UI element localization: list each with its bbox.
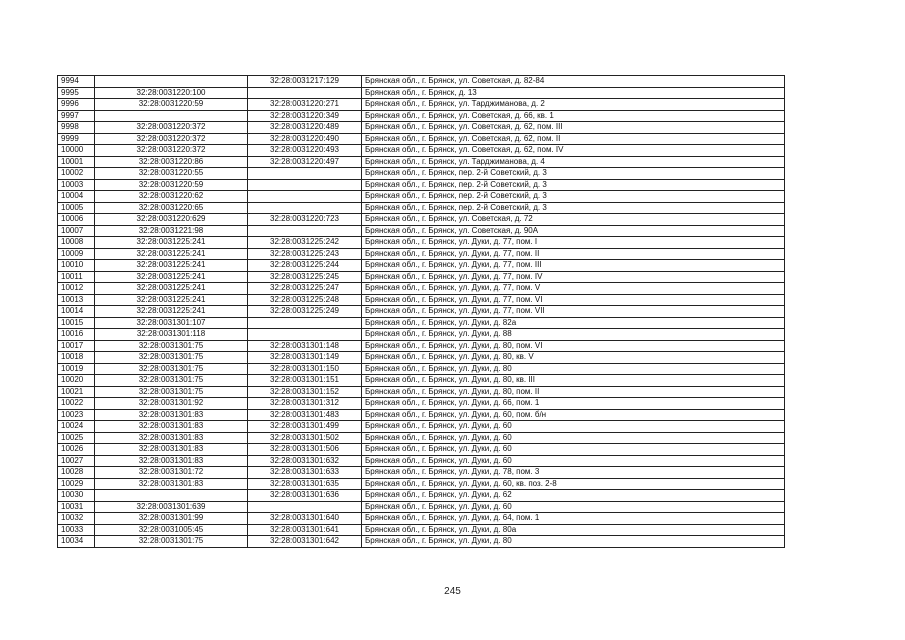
row-number-cell: 10032 — [58, 513, 95, 525]
address-cell: Брянская обл., г. Брянск, ул. Дуки, д. 77, пом. VII — [362, 306, 785, 318]
address-cell: Брянская обл., г. Брянск, ул. Советская, д. 62, пом. II — [362, 133, 785, 145]
table-row — [58, 294, 785, 306]
cadastral-number-cell: 32:28:0031225:241 — [95, 306, 248, 318]
cadastral-number-cell: 32:28:0031301:641 — [248, 524, 362, 536]
cadastral-number-cell: 32:28:0031301:483 — [248, 409, 362, 421]
row-number-cell: 10001 — [58, 156, 95, 168]
table-row — [58, 536, 785, 548]
cadastral-number-cell: 32:28:0031220:372 — [95, 145, 248, 157]
table-row — [58, 398, 785, 410]
cadastral-number-cell: 32:28:0031301:75 — [95, 340, 248, 352]
cadastral-number-cell: 32:28:0031220:62 — [95, 191, 248, 203]
address-cell: Брянская обл., г. Брянск, ул. Дуки, д. 77, пом. V — [362, 283, 785, 295]
address-cell: Брянская обл., г. Брянск, ул. Дуки, д. 77, пом. I — [362, 237, 785, 249]
table-row — [58, 145, 785, 157]
cadastral-number-cell: 32:28:0031301:151 — [248, 375, 362, 387]
cadastral-number-cell: 32:28:0031301:152 — [248, 386, 362, 398]
address-cell: Брянская обл., г. Брянск, ул. Дуки, д. 60, пом. б/н — [362, 409, 785, 421]
row-number-cell: 10008 — [58, 237, 95, 249]
row-number-cell: 10014 — [58, 306, 95, 318]
table-row — [58, 352, 785, 364]
table-row — [58, 363, 785, 375]
address-cell: Брянская обл., г. Брянск, ул. Дуки, д. 77, пом. III — [362, 260, 785, 272]
address-cell: Брянская обл., г. Брянск, ул. Дуки, д. 80 — [362, 363, 785, 375]
table-row — [58, 260, 785, 272]
row-number-cell: 10000 — [58, 145, 95, 157]
table-row — [58, 329, 785, 341]
address-cell: Брянская обл., г. Брянск, ул. Дуки, д. 64, пом. 1 — [362, 513, 785, 525]
cadastral-number-cell: 32:28:0031301:83 — [95, 421, 248, 433]
cadastral-number-cell: 32:28:0031301:83 — [95, 409, 248, 421]
table-row — [58, 248, 785, 260]
address-cell: Брянская обл., г. Брянск, ул. Дуки, д. 60 — [362, 501, 785, 513]
table-row — [58, 76, 785, 88]
table-row — [58, 133, 785, 145]
cadastral-number-cell — [95, 490, 248, 502]
cadastral-number-cell: 32:28:0031301:75 — [95, 386, 248, 398]
cadastral-number-cell: 32:28:0031225:241 — [95, 260, 248, 272]
address-cell: Брянская обл., г. Брянск, ул. Советская, д. 82-84 — [362, 76, 785, 88]
cadastral-number-cell: 32:28:0031220:489 — [248, 122, 362, 134]
row-number-cell: 10004 — [58, 191, 95, 203]
cadastral-number-cell: 32:28:0031225:241 — [95, 248, 248, 260]
row-number-cell: 10017 — [58, 340, 95, 352]
address-cell: Брянская обл., г. Брянск, ул. Дуки, д. 60 — [362, 444, 785, 456]
cadastral-number-cell: 32:28:0031301:312 — [248, 398, 362, 410]
table-row — [58, 467, 785, 479]
cadastral-number-cell: 32:28:0031301:148 — [248, 340, 362, 352]
table-row — [58, 513, 785, 525]
row-number-cell: 10007 — [58, 225, 95, 237]
cadastral-number-cell: 32:28:0031225:241 — [95, 294, 248, 306]
row-number-cell: 10028 — [58, 467, 95, 479]
cadastral-number-cell: 32:28:0031301:640 — [248, 513, 362, 525]
registry-table — [57, 75, 785, 548]
row-number-cell: 10009 — [58, 248, 95, 260]
cadastral-number-cell: 32:28:0031301:75 — [95, 352, 248, 364]
cadastral-number-cell: 32:28:0031301:633 — [248, 467, 362, 479]
row-number-cell: 10002 — [58, 168, 95, 180]
cadastral-number-cell: 32:28:0031301:506 — [248, 444, 362, 456]
cadastral-number-cell: 32:28:0031301:75 — [95, 363, 248, 375]
table-row — [58, 432, 785, 444]
row-number-cell: 10022 — [58, 398, 95, 410]
row-number-cell: 10011 — [58, 271, 95, 283]
cadastral-number-cell: 32:28:0031217:129 — [248, 76, 362, 88]
cadastral-number-cell: 32:28:0031221:98 — [95, 225, 248, 237]
cadastral-number-cell: 32:28:0031301:75 — [95, 375, 248, 387]
cadastral-number-cell: 32:28:0031225:244 — [248, 260, 362, 272]
table-row — [58, 237, 785, 249]
cadastral-number-cell: 32:28:0031301:118 — [95, 329, 248, 341]
cadastral-number-cell: 32:28:0031301:642 — [248, 536, 362, 548]
address-cell: Брянская обл., г. Брянск, ул. Дуки, д. 82а — [362, 317, 785, 329]
table-row — [58, 156, 785, 168]
table-row — [58, 501, 785, 513]
table-row — [58, 168, 785, 180]
row-number-cell: 10010 — [58, 260, 95, 272]
address-cell: Брянская обл., г. Брянск, пер. 2-й Советский, д. 3 — [362, 168, 785, 180]
cadastral-number-cell — [95, 76, 248, 88]
row-number-cell: 10020 — [58, 375, 95, 387]
table-row — [58, 191, 785, 203]
cadastral-number-cell: 32:28:0031220:100 — [95, 87, 248, 99]
address-cell: Брянская обл., г. Брянск, ул. Дуки, д. 60, кв. поз. 2-8 — [362, 478, 785, 490]
row-number-cell: 9994 — [58, 76, 95, 88]
row-number-cell: 10019 — [58, 363, 95, 375]
address-cell: Брянская обл., г. Брянск, ул. Дуки, д. 60 — [362, 432, 785, 444]
row-number-cell: 10006 — [58, 214, 95, 226]
cadastral-number-cell: 32:28:0031301:83 — [95, 444, 248, 456]
row-number-cell: 9996 — [58, 99, 95, 111]
table-row — [58, 375, 785, 387]
cadastral-number-cell: 32:28:0031220:59 — [95, 99, 248, 111]
row-number-cell: 10031 — [58, 501, 95, 513]
table-row — [58, 478, 785, 490]
cadastral-number-cell — [248, 329, 362, 341]
cadastral-number-cell: 32:28:0031220:65 — [95, 202, 248, 214]
address-cell: Брянская обл., г. Брянск, ул. Тарджиманова, д. 2 — [362, 99, 785, 111]
address-cell: Брянская обл., г. Брянск, ул. Дуки, д. 62 — [362, 490, 785, 502]
address-cell: Брянская обл., г. Брянск, ул. Дуки, д. 77, пом. II — [362, 248, 785, 260]
registry-table-body — [58, 76, 785, 548]
cadastral-number-cell: 32:28:0031301:150 — [248, 363, 362, 375]
cadastral-number-cell: 32:28:0031301:636 — [248, 490, 362, 502]
cadastral-number-cell: 32:28:0031225:242 — [248, 237, 362, 249]
cadastral-number-cell: 32:28:0031301:72 — [95, 467, 248, 479]
address-cell: Брянская обл., г. Брянск, ул. Дуки, д. 77, пом. IV — [362, 271, 785, 283]
cadastral-number-cell: 32:28:0031225:241 — [95, 237, 248, 249]
address-cell: Брянская обл., г. Брянск, ул. Дуки, д. 80а — [362, 524, 785, 536]
cadastral-number-cell: 32:28:0031225:248 — [248, 294, 362, 306]
address-cell: Брянская обл., г. Брянск, ул. Дуки, д. 80, пом. VI — [362, 340, 785, 352]
address-cell: Брянская обл., г. Брянск, ул. Дуки, д. 60 — [362, 421, 785, 433]
address-cell: Брянская обл., г. Брянск, пер. 2-й Советский, д. 3 — [362, 202, 785, 214]
table-row — [58, 99, 785, 111]
row-number-cell: 10005 — [58, 202, 95, 214]
cadastral-number-cell — [248, 202, 362, 214]
cadastral-number-cell: 32:28:0031220:497 — [248, 156, 362, 168]
table-row — [58, 202, 785, 214]
row-number-cell: 10003 — [58, 179, 95, 191]
table-row — [58, 283, 785, 295]
address-cell: Брянская обл., г. Брянск, пер. 2-й Советский, д. 3 — [362, 191, 785, 203]
address-cell: Брянская обл., г. Брянск, пер. 2-й Советский, д. 3 — [362, 179, 785, 191]
row-number-cell: 10024 — [58, 421, 95, 433]
cadastral-number-cell — [248, 225, 362, 237]
address-cell: Брянская обл., г. Брянск, ул. Советская, д. 72 — [362, 214, 785, 226]
cadastral-number-cell: 32:28:0031225:243 — [248, 248, 362, 260]
cadastral-number-cell: 32:28:0031301:83 — [95, 432, 248, 444]
table-row — [58, 524, 785, 536]
address-cell: Брянская обл., г. Брянск, ул. Дуки, д. 80, кв. III — [362, 375, 785, 387]
table-row — [58, 421, 785, 433]
table-row — [58, 306, 785, 318]
row-number-cell: 10012 — [58, 283, 95, 295]
cadastral-number-cell: 32:28:0031301:99 — [95, 513, 248, 525]
cadastral-number-cell: 32:28:0031220:271 — [248, 99, 362, 111]
cadastral-number-cell — [248, 317, 362, 329]
row-number-cell: 10015 — [58, 317, 95, 329]
row-number-cell: 10026 — [58, 444, 95, 456]
table-row — [58, 179, 785, 191]
cadastral-number-cell: 32:28:0031220:59 — [95, 179, 248, 191]
address-cell: Брянская обл., г. Брянск, ул. Дуки, д. 80, пом. II — [362, 386, 785, 398]
table-row — [58, 444, 785, 456]
cadastral-number-cell: 32:28:0031301:92 — [95, 398, 248, 410]
cadastral-number-cell: 32:28:0031301:149 — [248, 352, 362, 364]
row-number-cell: 10033 — [58, 524, 95, 536]
table-row — [58, 122, 785, 134]
row-number-cell: 10027 — [58, 455, 95, 467]
row-number-cell: 10029 — [58, 478, 95, 490]
cadastral-number-cell: 32:28:0031301:83 — [95, 455, 248, 467]
cadastral-number-cell: 32:28:0031301:632 — [248, 455, 362, 467]
address-cell: Брянская обл., г. Брянск, ул. Советская, д. 62, пом. IV — [362, 145, 785, 157]
page-number: 245 — [444, 586, 461, 597]
cadastral-number-cell: 32:28:0031220:372 — [95, 122, 248, 134]
cadastral-number-cell: 32:28:0031220:490 — [248, 133, 362, 145]
row-number-cell: 9999 — [58, 133, 95, 145]
row-number-cell: 10013 — [58, 294, 95, 306]
cadastral-number-cell: 32:28:0031225:241 — [95, 271, 248, 283]
cadastral-number-cell: 32:28:0031225:241 — [95, 283, 248, 295]
address-cell: Брянская обл., г. Брянск, ул. Тарджиманова, д. 4 — [362, 156, 785, 168]
table-row — [58, 455, 785, 467]
table-row — [58, 214, 785, 226]
cadastral-number-cell: 32:28:0031225:249 — [248, 306, 362, 318]
address-cell: Брянская обл., г. Брянск, ул. Советская, д. 66, кв. 1 — [362, 110, 785, 122]
cadastral-number-cell — [248, 501, 362, 513]
table-row — [58, 386, 785, 398]
table-row — [58, 490, 785, 502]
row-number-cell: 9995 — [58, 87, 95, 99]
table-row — [58, 271, 785, 283]
row-number-cell: 10034 — [58, 536, 95, 548]
cadastral-number-cell — [248, 191, 362, 203]
address-cell: Брянская обл., г. Брянск, ул. Дуки, д. 77, пом. VI — [362, 294, 785, 306]
row-number-cell: 9998 — [58, 122, 95, 134]
address-cell: Брянская обл., г. Брянск, ул. Советская, д. 90А — [362, 225, 785, 237]
address-cell: Брянская обл., г. Брянск, ул. Дуки, д. 66, пом. 1 — [362, 398, 785, 410]
cadastral-number-cell: 32:28:0031225:247 — [248, 283, 362, 295]
row-number-cell: 10018 — [58, 352, 95, 364]
table-row — [58, 225, 785, 237]
address-cell: Брянская обл., г. Брянск, ул. Советская, д. 62, пом. III — [362, 122, 785, 134]
cadastral-number-cell: 32:28:0031301:75 — [95, 536, 248, 548]
row-number-cell: 10030 — [58, 490, 95, 502]
cadastral-number-cell: 32:28:0031225:245 — [248, 271, 362, 283]
cadastral-number-cell: 32:28:0031220:372 — [95, 133, 248, 145]
cadastral-number-cell: 32:28:0031220:349 — [248, 110, 362, 122]
row-number-cell: 10025 — [58, 432, 95, 444]
table-row — [58, 110, 785, 122]
address-cell: Брянская обл., г. Брянск, ул. Дуки, д. 80, кв. V — [362, 352, 785, 364]
table-row — [58, 87, 785, 99]
table-row — [58, 409, 785, 421]
cadastral-number-cell: 32:28:0031005:45 — [95, 524, 248, 536]
address-cell: Брянская обл., г. Брянск, ул. Дуки, д. 78, пом. 3 — [362, 467, 785, 479]
cadastral-number-cell: 32:28:0031220:55 — [95, 168, 248, 180]
address-cell: Брянская обл., г. Брянск, ул. Дуки, д. 88 — [362, 329, 785, 341]
cadastral-number-cell — [248, 179, 362, 191]
cadastral-number-cell: 32:28:0031301:83 — [95, 478, 248, 490]
cadastral-number-cell: 32:28:0031220:723 — [248, 214, 362, 226]
table-row — [58, 340, 785, 352]
cadastral-number-cell — [248, 87, 362, 99]
cadastral-number-cell: 32:28:0031220:629 — [95, 214, 248, 226]
cadastral-number-cell: 32:28:0031301:107 — [95, 317, 248, 329]
cadastral-number-cell: 32:28:0031301:639 — [95, 501, 248, 513]
table-row — [58, 317, 785, 329]
cadastral-number-cell — [248, 168, 362, 180]
address-cell: Брянская обл., г. Брянск, ул. Дуки, д. 80 — [362, 536, 785, 548]
cadastral-number-cell: 32:28:0031301:499 — [248, 421, 362, 433]
address-cell: Брянская обл., г. Брянск, ул. Дуки, д. 60 — [362, 455, 785, 467]
row-number-cell: 9997 — [58, 110, 95, 122]
address-cell: Брянская обл., г. Брянск, д. 13 — [362, 87, 785, 99]
cadastral-number-cell — [95, 110, 248, 122]
cadastral-number-cell: 32:28:0031220:493 — [248, 145, 362, 157]
row-number-cell: 10021 — [58, 386, 95, 398]
row-number-cell: 10023 — [58, 409, 95, 421]
cadastral-number-cell: 32:28:0031220:86 — [95, 156, 248, 168]
row-number-cell: 10016 — [58, 329, 95, 341]
cadastral-number-cell: 32:28:0031301:635 — [248, 478, 362, 490]
cadastral-number-cell: 32:28:0031301:502 — [248, 432, 362, 444]
